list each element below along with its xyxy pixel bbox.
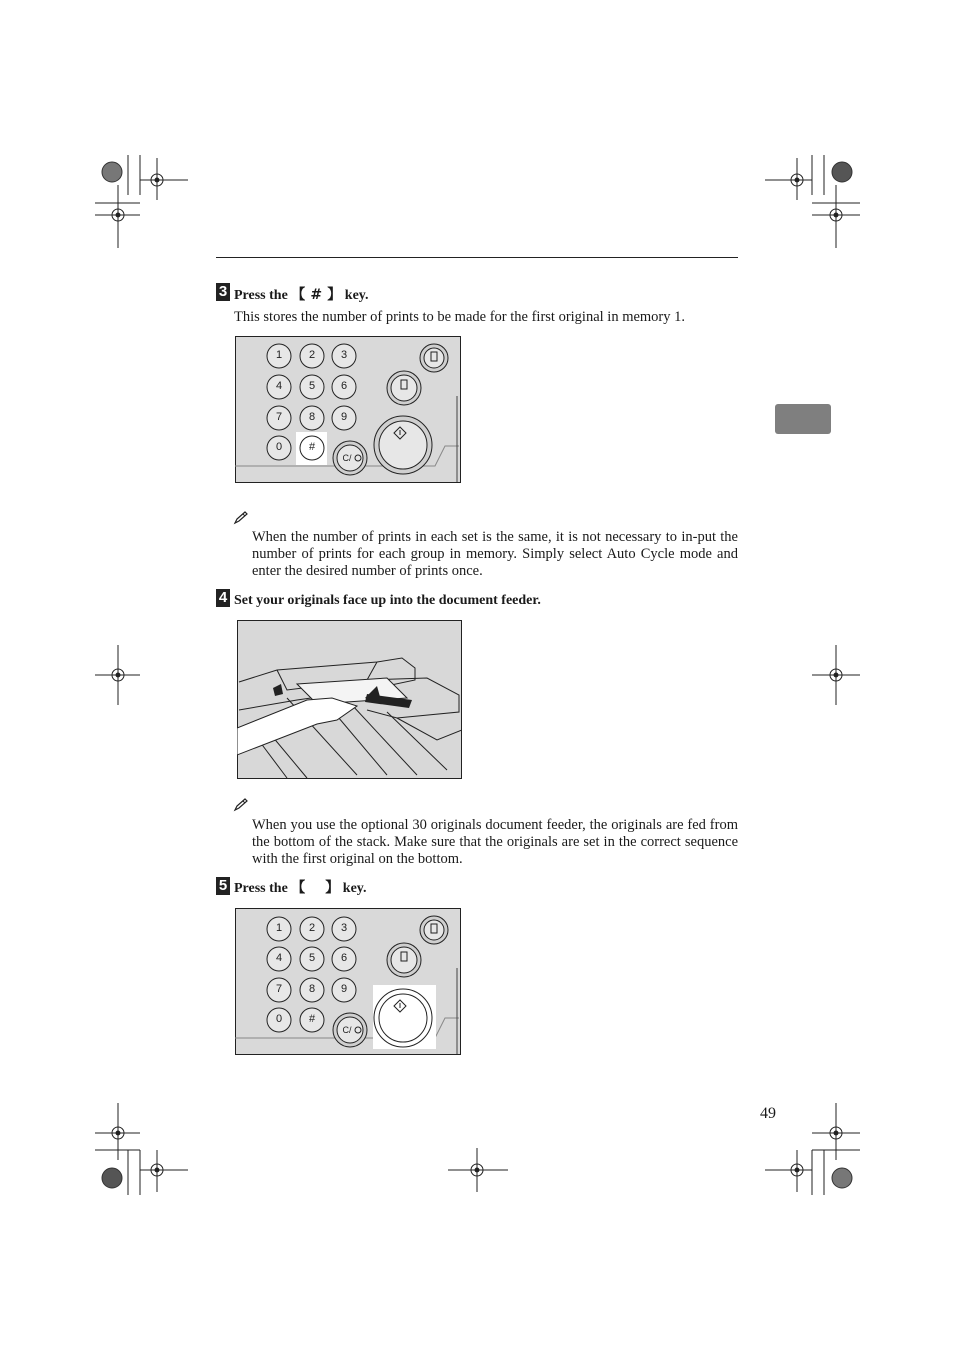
- start-key-highlight[interactable]: [373, 985, 436, 1049]
- svg-text:6: 6: [340, 380, 348, 392]
- svg-text:4: 4: [275, 952, 283, 964]
- start-key[interactable]: [374, 416, 432, 474]
- keypad-key[interactable]: [300, 375, 324, 399]
- header-rule: [216, 257, 738, 258]
- keypad-key[interactable]: [267, 344, 291, 368]
- bracket-left: 【: [291, 288, 306, 303]
- svg-text:8: 8: [308, 983, 316, 995]
- note-text: When you use the optional 30 originals document feeder, the originals are fed from the bottom of the stack. Make sure that the originals are set in the correct sequence with the first original on the bottom.: [252, 817, 738, 867]
- memory-key[interactable]: [387, 943, 421, 977]
- svg-text:5: 5: [308, 952, 316, 964]
- keypad-key[interactable]: [267, 375, 291, 399]
- keypad-key[interactable]: [267, 406, 291, 430]
- memory-key[interactable]: [387, 371, 421, 405]
- page-number: 49: [760, 1105, 776, 1122]
- heading-prefix: Press the: [234, 288, 288, 303]
- keypad-key[interactable]: [300, 978, 324, 1002]
- keypad-key[interactable]: [300, 344, 324, 368]
- document-feeder-illustration: [237, 620, 462, 779]
- keypad-key[interactable]: [267, 978, 291, 1002]
- step-heading: [234, 286, 369, 305]
- hash-key-highlight[interactable]: [296, 432, 327, 465]
- svg-text:C/: C/: [342, 453, 352, 463]
- svg-text:0: 0: [275, 1013, 283, 1025]
- keypad-key[interactable]: [267, 917, 291, 941]
- step-heading: [234, 880, 367, 898]
- svg-text:3: 3: [340, 922, 348, 934]
- keypad-key[interactable]: [267, 1008, 291, 1032]
- note-text: When the number of prints in each set is the same, it is not necessary to in-put the number of prints for each group in memory. Simply select Auto Cycle mode and enter the desired number of prints once.: [252, 529, 738, 579]
- svg-text:3: 3: [340, 349, 348, 361]
- step-number: 4: [216, 589, 230, 607]
- svg-text:1: 1: [275, 922, 283, 934]
- keypad-key[interactable]: [332, 375, 356, 399]
- svg-text:2: 2: [308, 922, 316, 934]
- chapter-tab: [775, 404, 831, 434]
- step-number: 3: [216, 283, 230, 301]
- svg-text:0: 0: [275, 441, 283, 453]
- svg-text:7: 7: [275, 411, 283, 423]
- keypad-key[interactable]: [332, 947, 356, 971]
- keypad-key[interactable]: [332, 344, 356, 368]
- svg-text:1: 1: [275, 349, 283, 361]
- keypad-key[interactable]: [332, 917, 356, 941]
- bracket-right: 】: [325, 881, 340, 896]
- svg-text:#: #: [308, 1013, 316, 1025]
- keypad-key[interactable]: [332, 406, 356, 430]
- step-number: 5: [216, 877, 230, 895]
- heading-suffix: key.: [344, 288, 369, 303]
- bracket-left: 【: [291, 881, 306, 896]
- heading-suffix: key.: [342, 881, 367, 896]
- clear-stop-key[interactable]: [333, 1013, 367, 1047]
- pencil-note-icon: [233, 797, 249, 813]
- hash-key-label: #: [310, 287, 323, 303]
- start-key-icon: [305, 880, 325, 894]
- keypad-key[interactable]: [300, 917, 324, 941]
- svg-text:#: #: [308, 441, 316, 453]
- keypad-key[interactable]: [300, 947, 324, 971]
- keypad-key[interactable]: [332, 978, 356, 1002]
- svg-text:9: 9: [340, 411, 348, 423]
- keypad-panel: [235, 908, 461, 1055]
- keypad-key[interactable]: [300, 406, 324, 430]
- heading-prefix: Press the: [234, 881, 288, 896]
- svg-text:9: 9: [340, 983, 348, 995]
- svg-text:2: 2: [308, 349, 316, 361]
- keypad-panel: [235, 336, 461, 483]
- clear-stop-key[interactable]: [333, 441, 367, 475]
- svg-text:7: 7: [275, 983, 283, 995]
- pencil-note-icon: [233, 510, 249, 526]
- step-heading: Set your originals face up into the document feeder.: [234, 593, 541, 608]
- svg-text:6: 6: [340, 952, 348, 964]
- svg-text:C/: C/: [342, 1025, 352, 1035]
- keypad-key[interactable]: [267, 947, 291, 971]
- document-key[interactable]: [420, 916, 448, 944]
- svg-text:5: 5: [308, 380, 316, 392]
- document-key[interactable]: [420, 344, 448, 372]
- bracket-right: 】: [327, 288, 342, 303]
- keypad-key[interactable]: [300, 1008, 324, 1032]
- svg-text:4: 4: [275, 380, 283, 392]
- keypad-key[interactable]: [267, 436, 291, 460]
- step-body: This stores the number of prints to be made for the first original in memory 1.: [234, 309, 686, 325]
- svg-text:8: 8: [308, 411, 316, 423]
